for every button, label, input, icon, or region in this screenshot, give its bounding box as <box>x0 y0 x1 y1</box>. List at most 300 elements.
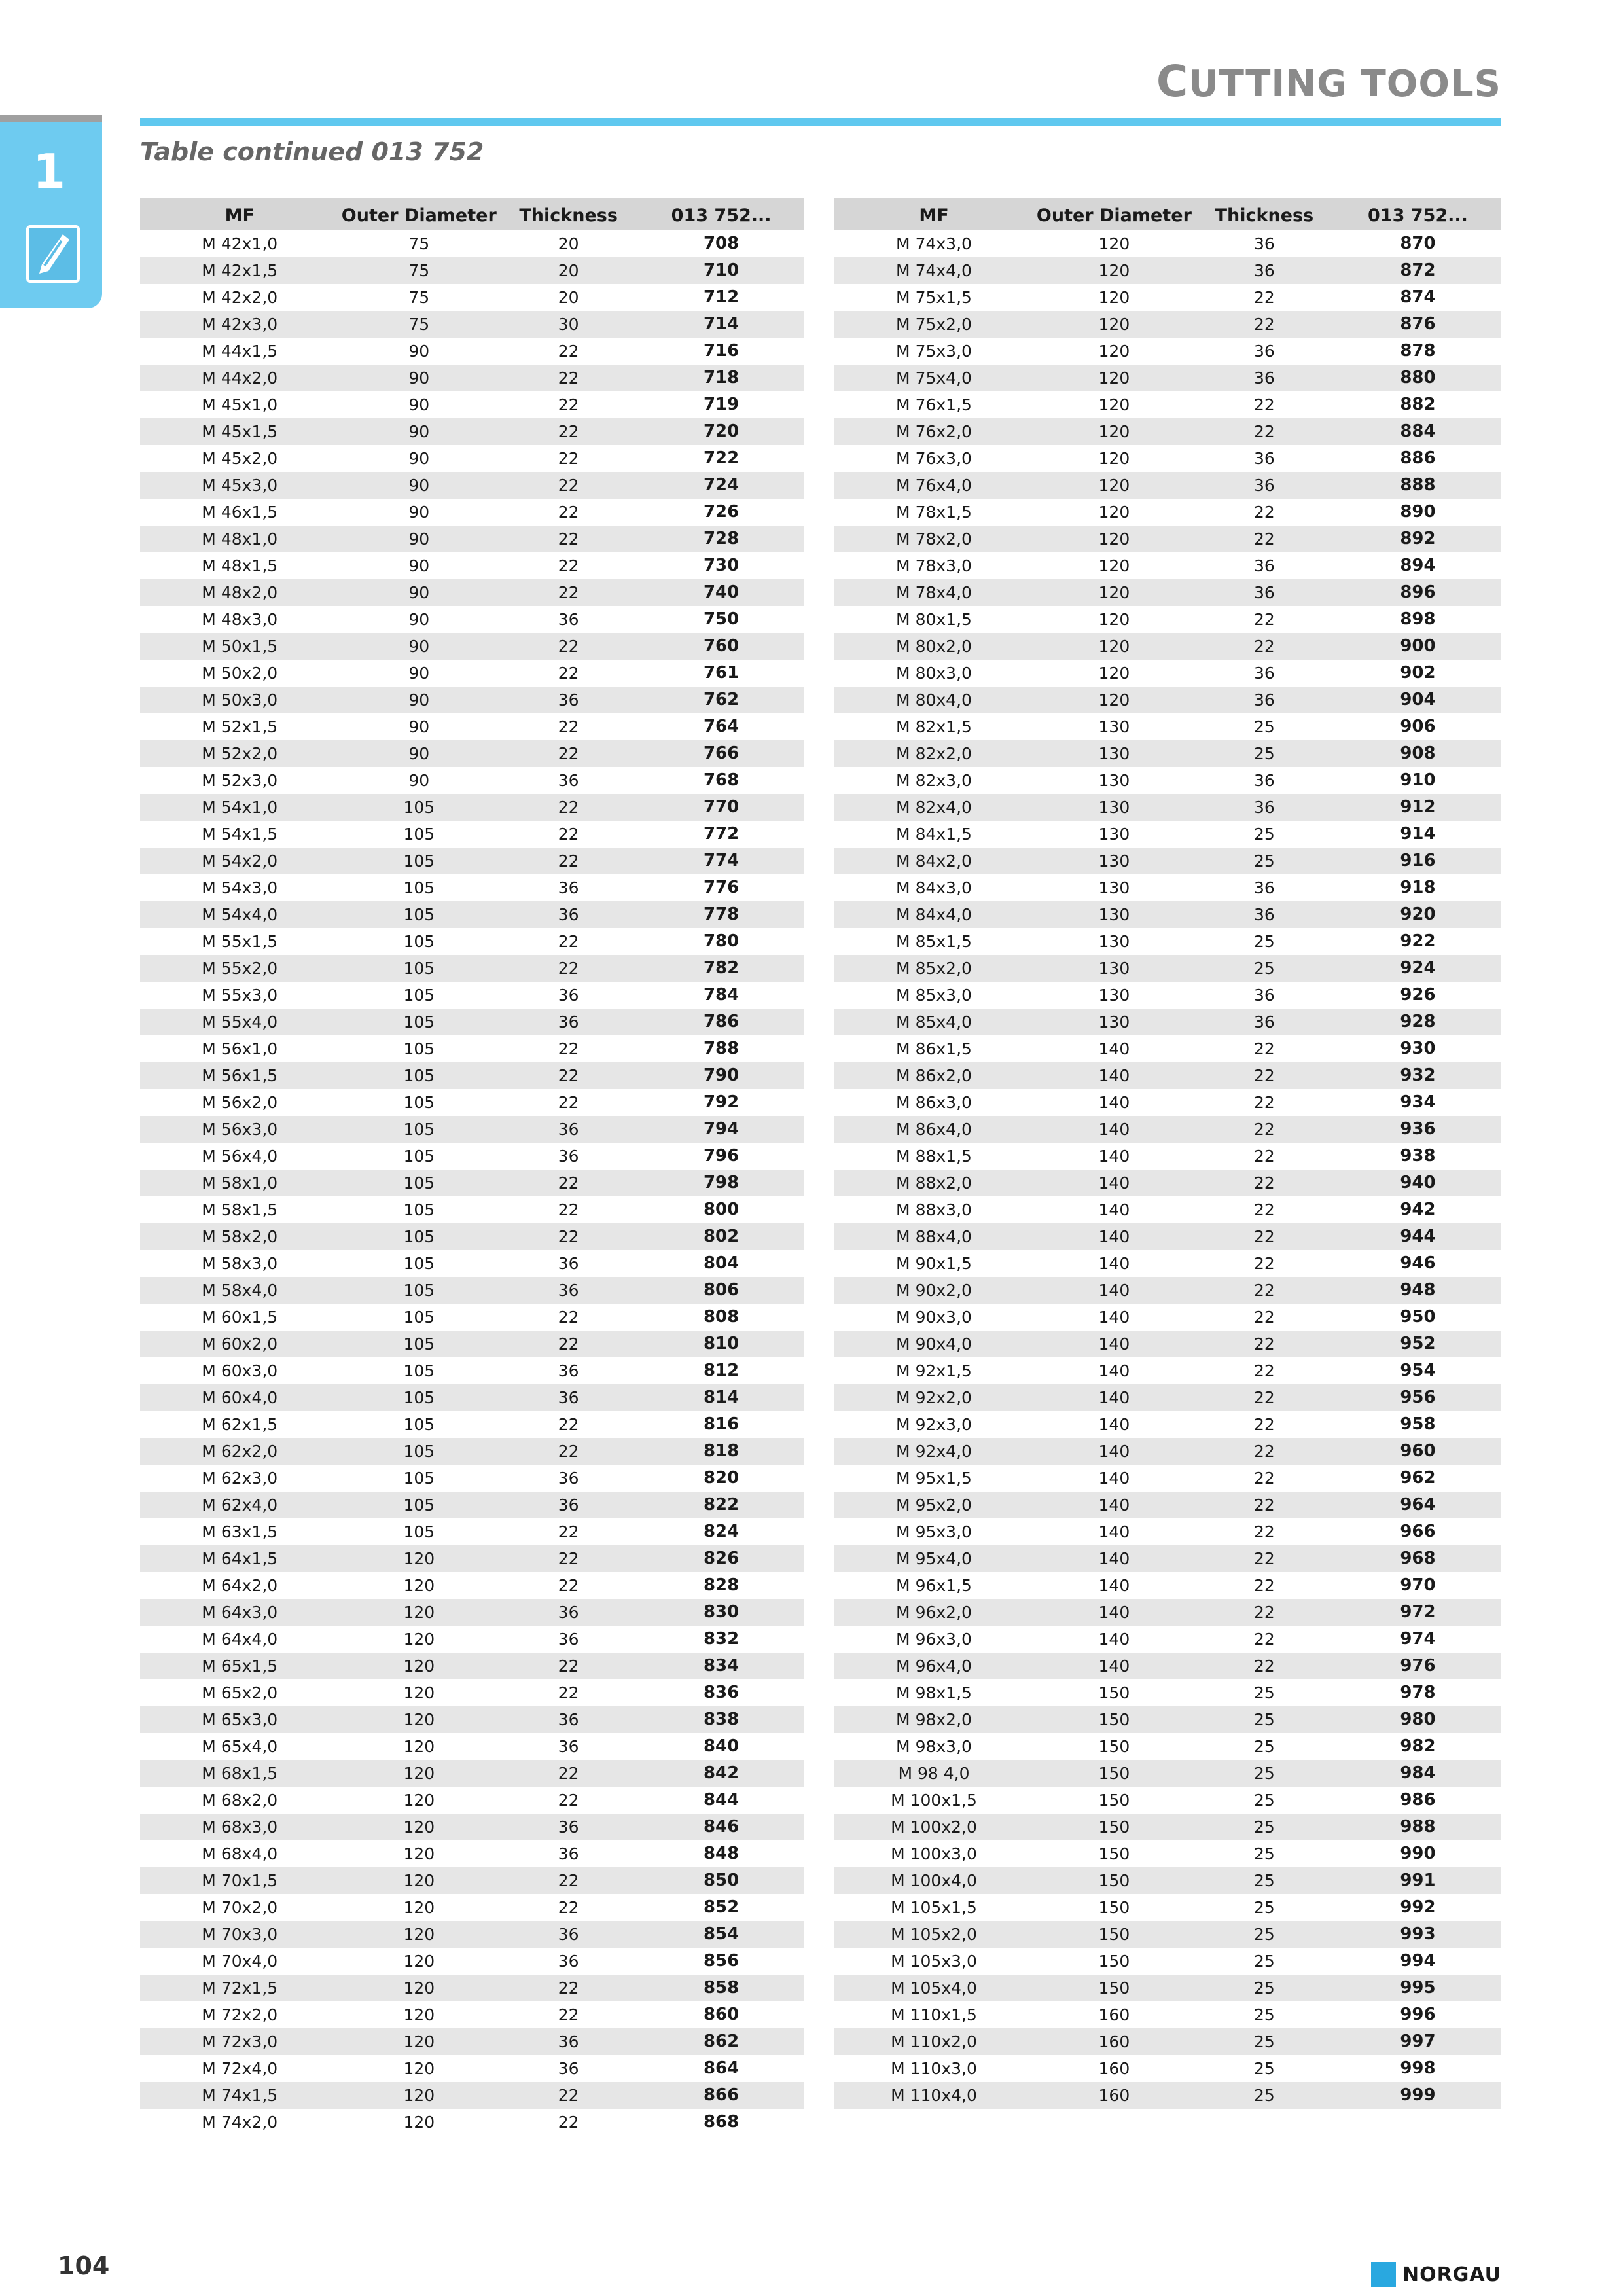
cell-thickness: 22 <box>1253 1415 1275 1434</box>
cell-article-code: 770 <box>638 794 804 821</box>
cell-mf: M 100x2,0 <box>834 1814 1034 1840</box>
cell-mf: M 68x1,5 <box>140 1760 340 1787</box>
cell-article-code: 780 <box>703 931 740 951</box>
cell-mf: M 52x1,5 <box>202 717 278 736</box>
cell-thickness: 22 <box>1253 288 1275 307</box>
cell-article-code: 888 <box>1334 472 1501 499</box>
cell-outer-diameter: 120 <box>1098 342 1130 361</box>
cell-article-code: 964 <box>1334 1492 1501 1518</box>
cell-article-code: 960 <box>1334 1438 1501 1465</box>
cell-article-code: 828 <box>703 1575 740 1595</box>
cell-thickness: 36 <box>558 1361 579 1380</box>
table-row <box>834 1948 1501 1975</box>
cell-thickness: 36 <box>558 1737 579 1756</box>
cell-outer-diameter: 130 <box>1098 825 1130 844</box>
table-row <box>834 1840 1501 1867</box>
cell-outer-diameter: 105 <box>403 1361 435 1380</box>
table-row <box>140 767 804 794</box>
cell-outer-diameter: 105 <box>340 1277 499 1304</box>
cell-outer-diameter: 120 <box>1034 579 1194 606</box>
table-row <box>834 1492 1501 1518</box>
cell-thickness: 22 <box>558 1308 579 1327</box>
cell-thickness: 22 <box>499 472 638 499</box>
table-row <box>140 526 804 552</box>
cell-thickness: 36 <box>1194 794 1334 821</box>
cell-mf: M 95x1,5 <box>896 1469 972 1488</box>
cell-mf: M 86x2,0 <box>834 1062 1034 1089</box>
cell-mf: M 75x4,0 <box>834 365 1034 391</box>
cell-mf: M 48x2,0 <box>140 579 340 606</box>
cell-mf: M 75x2,0 <box>834 311 1034 338</box>
table-row <box>140 1009 804 1035</box>
table-row <box>140 2082 804 2109</box>
table-row <box>834 284 1501 311</box>
cell-mf: M 95x3,0 <box>896 1522 972 1541</box>
cell-outer-diameter: 90 <box>340 633 499 660</box>
table-row <box>834 1411 1501 1438</box>
cell-article-code: 830 <box>638 1599 804 1626</box>
table-row <box>834 1975 1501 2001</box>
cell-article-code: 778 <box>638 901 804 928</box>
cell-article-code: 708 <box>703 234 740 253</box>
cell-article-code: 872 <box>1334 257 1501 284</box>
cell-article-code: 804 <box>703 1253 740 1273</box>
cell-mf: M 70x4,0 <box>202 1952 278 1971</box>
cell-thickness: 22 <box>499 1331 638 1357</box>
cell-outer-diameter: 130 <box>1034 848 1194 874</box>
cell-thickness: 22 <box>558 1683 579 1702</box>
table-row <box>140 2055 804 2082</box>
table-row <box>834 472 1501 499</box>
cell-article-code: 934 <box>1400 1092 1436 1112</box>
cell-article-code: 868 <box>703 2112 740 2132</box>
cell-outer-diameter: 150 <box>1098 1683 1130 1702</box>
table-row <box>834 499 1501 526</box>
cell-thickness: 36 <box>499 1921 638 1948</box>
cell-outer-diameter: 140 <box>1098 1522 1130 1541</box>
cell-article-code: 810 <box>638 1331 804 1357</box>
cell-thickness: 36 <box>1253 771 1275 790</box>
cell-outer-diameter: 75 <box>340 311 499 338</box>
cell-thickness: 22 <box>499 1062 638 1089</box>
cell-outer-diameter: 105 <box>340 1116 499 1143</box>
cell-thickness: 22 <box>558 717 579 736</box>
cell-article-code: 812 <box>703 1361 740 1380</box>
cell-outer-diameter: 105 <box>340 955 499 982</box>
cell-outer-diameter: 120 <box>340 1760 499 1787</box>
cell-mf: M 42x1,0 <box>202 234 278 253</box>
cell-thickness: 22 <box>499 633 638 660</box>
cell-thickness: 36 <box>558 986 579 1005</box>
cell-article-code: 997 <box>1334 2028 1501 2055</box>
cell-article-code: 886 <box>1400 448 1436 468</box>
cell-outer-diameter: 150 <box>1034 1706 1194 1733</box>
table-row <box>140 1840 804 1867</box>
cell-mf: M 110x2,0 <box>834 2028 1034 2055</box>
cell-thickness: 22 <box>558 395 579 414</box>
table-row <box>834 660 1501 687</box>
cell-outer-diameter: 150 <box>1034 1867 1194 1894</box>
cell-outer-diameter: 120 <box>403 2005 435 2024</box>
table-row <box>140 445 804 472</box>
cell-outer-diameter: 120 <box>340 1599 499 1626</box>
cell-mf: M 96x3,0 <box>896 1630 972 1649</box>
cell-article-code: 914 <box>1400 824 1436 844</box>
cell-outer-diameter: 130 <box>1098 932 1130 951</box>
table-header-row <box>834 198 1501 230</box>
cell-mf: M 80x3,0 <box>896 664 972 683</box>
cell-outer-diameter: 120 <box>403 1737 435 1756</box>
cell-mf: M 54x4,0 <box>140 901 340 928</box>
cell-outer-diameter: 90 <box>340 687 499 713</box>
table-row <box>834 1465 1501 1492</box>
cell-outer-diameter: 120 <box>1034 311 1194 338</box>
cell-article-code: 776 <box>703 878 740 897</box>
cell-outer-diameter: 105 <box>340 1223 499 1250</box>
cell-mf: M 72x3,0 <box>140 2028 340 2055</box>
cell-mf: M 85x2,0 <box>834 955 1034 982</box>
table-row <box>140 1518 804 1545</box>
cell-mf: M 55x4,0 <box>140 1009 340 1035</box>
table-row <box>834 311 1501 338</box>
table-row <box>140 1545 804 1572</box>
table-row <box>140 472 804 499</box>
cell-thickness: 22 <box>1253 1039 1275 1058</box>
table-row <box>140 1599 804 1626</box>
cell-thickness: 22 <box>1253 1254 1275 1273</box>
cell-thickness: 22 <box>1194 526 1334 552</box>
cell-outer-diameter: 120 <box>340 1653 499 1679</box>
cell-outer-diameter: 140 <box>1034 1599 1194 1626</box>
table-row <box>140 284 804 311</box>
table-row <box>140 874 804 901</box>
cell-thickness: 36 <box>1194 472 1334 499</box>
cell-outer-diameter: 130 <box>1034 955 1194 982</box>
cell-outer-diameter: 105 <box>340 1331 499 1357</box>
cell-article-code: 761 <box>703 663 740 683</box>
cell-thickness: 22 <box>1253 395 1275 414</box>
cell-thickness: 25 <box>1194 1921 1334 1948</box>
cell-mf: M 88x2,0 <box>834 1170 1034 1196</box>
table-row <box>140 713 804 740</box>
cell-thickness: 36 <box>558 771 579 790</box>
table-row <box>140 2109 804 2136</box>
cell-thickness: 36 <box>1253 556 1275 575</box>
cell-outer-diameter: 120 <box>340 1975 499 2001</box>
cell-outer-diameter: 140 <box>1098 1254 1130 1273</box>
cell-thickness: 20 <box>558 234 579 253</box>
cell-outer-diameter: 130 <box>1098 771 1130 790</box>
cell-mf: M 74x2,0 <box>202 2113 278 2132</box>
column-header-outer-diameter: Outer Diameter <box>1034 198 1194 230</box>
table-row <box>834 821 1501 848</box>
table-row <box>834 901 1501 928</box>
cell-mf: M 42x1,5 <box>140 257 340 284</box>
cell-article-code: 844 <box>703 1790 740 1810</box>
cell-mf: M 84x2,0 <box>834 848 1034 874</box>
table-row <box>140 901 804 928</box>
table-row <box>140 579 804 606</box>
cell-article-code: 766 <box>638 740 804 767</box>
cell-thickness: 36 <box>1194 365 1334 391</box>
cell-outer-diameter: 120 <box>1034 633 1194 660</box>
cell-thickness: 22 <box>558 1791 579 1810</box>
table-row <box>834 633 1501 660</box>
cell-thickness: 22 <box>1194 1492 1334 1518</box>
cell-mf: M 78x3,0 <box>896 556 972 575</box>
cell-article-code: 876 <box>1334 311 1501 338</box>
cell-article-code: 950 <box>1400 1307 1436 1327</box>
table-row <box>140 1411 804 1438</box>
cell-mf: M 48x3,0 <box>202 610 278 629</box>
cell-mf: M 105x4,0 <box>834 1975 1034 2001</box>
cell-thickness: 25 <box>1194 2028 1334 2055</box>
cell-mf: M 84x1,5 <box>896 825 972 844</box>
table-row <box>140 1921 804 1948</box>
cell-article-code: 926 <box>1400 985 1436 1005</box>
cell-article-code: 874 <box>1400 287 1436 307</box>
cell-mf: M 42x3,0 <box>140 311 340 338</box>
cell-outer-diameter: 150 <box>1098 1844 1130 1863</box>
cell-outer-diameter: 105 <box>403 1200 435 1219</box>
cell-thickness: 22 <box>499 1438 638 1465</box>
cell-thickness: 25 <box>1253 1737 1275 1756</box>
table-row <box>834 1009 1501 1035</box>
cell-mf: M 64x1,5 <box>140 1545 340 1572</box>
cell-mf: M 95x4,0 <box>834 1545 1034 1572</box>
cell-outer-diameter: 140 <box>1098 1039 1130 1058</box>
cell-article-code: 806 <box>638 1277 804 1304</box>
cell-mf: M 105x3,0 <box>891 1952 977 1971</box>
cell-mf: M 78x1,5 <box>896 503 972 522</box>
cell-article-code: 906 <box>1400 717 1436 736</box>
table-row <box>140 2001 804 2028</box>
cell-article-code: 836 <box>703 1683 740 1702</box>
cell-mf: M 84x3,0 <box>896 878 972 897</box>
cell-article-code: 910 <box>1400 770 1436 790</box>
cell-article-code: 998 <box>1400 2058 1436 2078</box>
cell-thickness: 22 <box>1253 1147 1275 1166</box>
cell-outer-diameter: 120 <box>1098 664 1130 683</box>
cell-article-code: 720 <box>638 418 804 445</box>
table-row <box>140 391 804 418</box>
cell-outer-diameter: 140 <box>1098 1308 1130 1327</box>
cell-mf: M 74x3,0 <box>896 234 972 253</box>
cell-thickness: 22 <box>1253 1576 1275 1595</box>
table-row <box>140 338 804 365</box>
cell-mf: M 105x1,5 <box>891 1898 977 1917</box>
cell-thickness: 36 <box>558 1469 579 1488</box>
cell-article-code: 712 <box>703 287 740 307</box>
cell-outer-diameter: 105 <box>340 901 499 928</box>
cell-outer-diameter: 90 <box>340 472 499 499</box>
cell-thickness: 22 <box>499 1223 638 1250</box>
cell-mf: M 58x4,0 <box>140 1277 340 1304</box>
table-row <box>140 1116 804 1143</box>
cell-thickness: 25 <box>1253 1898 1275 1917</box>
cell-thickness: 36 <box>1194 687 1334 713</box>
cell-article-code: 768 <box>703 770 740 790</box>
cell-article-code: 999 <box>1334 2082 1501 2109</box>
cell-thickness: 22 <box>1194 1170 1334 1196</box>
cell-outer-diameter: 140 <box>1034 1545 1194 1572</box>
cell-thickness: 36 <box>499 1384 638 1411</box>
section-title: CUTTING TOOLS <box>1156 56 1501 107</box>
cell-thickness: 25 <box>1194 1706 1334 1733</box>
cell-article-code: 898 <box>1400 609 1436 629</box>
cell-thickness: 22 <box>1194 311 1334 338</box>
cell-outer-diameter: 90 <box>340 418 499 445</box>
cell-thickness: 25 <box>1194 1814 1334 1840</box>
cell-article-code: 798 <box>638 1170 804 1196</box>
cell-thickness: 22 <box>499 1867 638 1894</box>
table-row <box>140 311 804 338</box>
cell-outer-diameter: 105 <box>340 1384 499 1411</box>
table-row <box>140 1626 804 1653</box>
table-row <box>140 660 804 687</box>
cell-mf: M 70x2,0 <box>202 1898 278 1917</box>
cell-thickness: 22 <box>1253 1522 1275 1541</box>
cell-thickness: 22 <box>1253 1630 1275 1649</box>
cell-outer-diameter: 75 <box>340 257 499 284</box>
cell-thickness: 22 <box>558 1093 579 1112</box>
cell-article-code: 942 <box>1400 1200 1436 1219</box>
table-row <box>834 1357 1501 1384</box>
table-header-row <box>140 198 804 230</box>
cell-mf: M 50x1,5 <box>140 633 340 660</box>
table-row <box>140 365 804 391</box>
cell-thickness: 25 <box>1253 2059 1275 2078</box>
cell-article-code: 992 <box>1400 1897 1436 1917</box>
cell-outer-diameter: 140 <box>1034 1277 1194 1304</box>
table-caption: Table continued 013 752 <box>140 137 484 166</box>
cell-mf: M 62x2,0 <box>140 1438 340 1465</box>
table-row <box>834 1089 1501 1116</box>
cell-outer-diameter: 150 <box>1034 1921 1194 1948</box>
table-row <box>834 418 1501 445</box>
cell-thickness: 22 <box>499 794 638 821</box>
table-row <box>834 257 1501 284</box>
cell-outer-diameter: 120 <box>1034 526 1194 552</box>
cell-article-code: 994 <box>1400 1951 1436 1971</box>
cell-article-code: 932 <box>1334 1062 1501 1089</box>
column-header-mf: MF <box>834 198 1034 230</box>
cell-outer-diameter: 105 <box>340 848 499 874</box>
cell-outer-diameter: 140 <box>1034 1062 1194 1089</box>
cell-mf: M 74x1,5 <box>140 2082 340 2109</box>
cell-article-code: 996 <box>1400 2005 1436 2024</box>
cell-thickness: 36 <box>1253 234 1275 253</box>
cell-article-code: 834 <box>638 1653 804 1679</box>
cell-article-code: 884 <box>1334 418 1501 445</box>
cell-article-code: 892 <box>1334 526 1501 552</box>
table-row <box>834 1196 1501 1223</box>
cell-outer-diameter: 105 <box>340 1170 499 1196</box>
cell-outer-diameter: 120 <box>1098 449 1130 468</box>
table-row <box>140 821 804 848</box>
table-row <box>140 982 804 1009</box>
cell-article-code: 912 <box>1334 794 1501 821</box>
cell-article-code: 904 <box>1334 687 1501 713</box>
cell-mf: M 82x1,5 <box>896 717 972 736</box>
cell-article-code: 984 <box>1334 1760 1501 1787</box>
cell-article-code: 832 <box>703 1629 740 1649</box>
cell-thickness: 25 <box>1194 1975 1334 2001</box>
cell-mf: M 60x1,5 <box>202 1308 278 1327</box>
cell-outer-diameter: 150 <box>1098 1737 1130 1756</box>
chapter-number: 1 <box>32 144 66 199</box>
cell-thickness: 22 <box>1194 418 1334 445</box>
table-row <box>834 445 1501 472</box>
cell-mf: M 75x3,0 <box>896 342 972 361</box>
cell-article-code: 978 <box>1400 1683 1436 1702</box>
table-row <box>140 1384 804 1411</box>
cell-article-code: 714 <box>638 311 804 338</box>
table-row <box>834 1706 1501 1733</box>
cell-outer-diameter: 140 <box>1098 1093 1130 1112</box>
cell-mf: M 110x4,0 <box>834 2082 1034 2109</box>
cell-mf: M 78x2,0 <box>834 526 1034 552</box>
table-row <box>140 687 804 713</box>
brand-square-icon <box>1371 2262 1396 2287</box>
cell-article-code: 972 <box>1334 1599 1501 1626</box>
cell-article-code: 764 <box>703 717 740 736</box>
cell-thickness: 22 <box>558 1898 579 1917</box>
column-header-outer-diameter: Outer Diameter <box>340 198 499 230</box>
cell-outer-diameter: 150 <box>1098 1952 1130 1971</box>
cell-article-code: 710 <box>638 257 804 284</box>
cell-article-code: 818 <box>638 1438 804 1465</box>
cell-mf: M 86x1,5 <box>896 1039 972 1058</box>
cell-outer-diameter: 140 <box>1034 1438 1194 1465</box>
cell-mf: M 64x3,0 <box>140 1599 340 1626</box>
table-row <box>834 2001 1501 2028</box>
table-row <box>140 257 804 284</box>
table-row <box>834 1599 1501 1626</box>
cell-outer-diameter: 150 <box>1098 1898 1130 1917</box>
cell-outer-diameter: 160 <box>1098 2005 1130 2024</box>
cell-mf: M 85x4,0 <box>834 1009 1034 1035</box>
cell-mf: M 46x1,5 <box>202 503 278 522</box>
cell-article-code: 822 <box>638 1492 804 1518</box>
cell-mf: M 100x3,0 <box>891 1844 977 1863</box>
cell-article-code: 814 <box>638 1384 804 1411</box>
table-row <box>834 1384 1501 1411</box>
table-row <box>140 1196 804 1223</box>
cell-thickness: 22 <box>558 1200 579 1219</box>
cell-outer-diameter: 130 <box>1098 986 1130 1005</box>
cell-article-code: 724 <box>638 472 804 499</box>
cell-article-code: 878 <box>1400 341 1436 361</box>
cell-thickness: 22 <box>499 526 638 552</box>
cell-mf: M 75x1,5 <box>896 288 972 307</box>
cell-thickness: 20 <box>499 257 638 284</box>
table-row <box>140 1465 804 1492</box>
cell-thickness: 25 <box>1253 825 1275 844</box>
cell-mf: M 54x1,5 <box>202 825 278 844</box>
table-row <box>140 1331 804 1357</box>
cell-outer-diameter: 90 <box>408 610 430 629</box>
cell-article-code: 800 <box>703 1200 740 1219</box>
cell-outer-diameter: 120 <box>340 1706 499 1733</box>
cell-article-code: 794 <box>638 1116 804 1143</box>
chapter-tab <box>0 115 102 308</box>
cell-mf: M 85x3,0 <box>896 986 972 1005</box>
cell-mf: M 92x3,0 <box>896 1415 972 1434</box>
table-row <box>834 1062 1501 1089</box>
cell-article-code: 894 <box>1400 556 1436 575</box>
cell-thickness: 22 <box>499 579 638 606</box>
